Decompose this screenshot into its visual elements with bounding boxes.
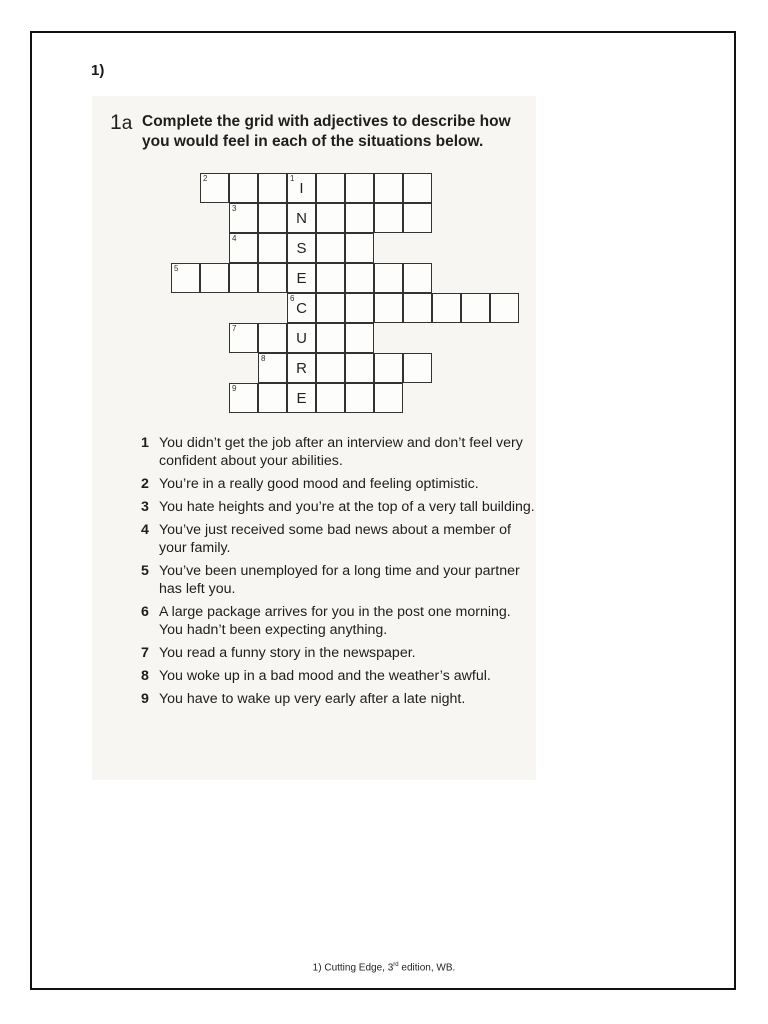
crossword-letter: N	[296, 210, 307, 227]
crossword-cell	[345, 353, 374, 383]
crossword-cell	[403, 293, 432, 323]
clue-number: 3	[141, 499, 149, 515]
crossword-cell	[345, 383, 374, 413]
crossword-cell	[374, 383, 403, 413]
source-footnote	[0, 962, 768, 973]
exercise-instructions: Complete the grid with adjectives to describe how you would feel in each of the situations below.	[142, 113, 511, 150]
clue-text: You’ve just received some bad news about a member of your family.	[159, 522, 511, 556]
footnote-suffix: edition, WB.	[398, 962, 456, 974]
crossword-cell	[316, 203, 345, 233]
clue-text: You read a funny story in the newspaper.	[159, 645, 416, 661]
crossword-cell	[258, 263, 287, 293]
crossword-cell	[374, 203, 403, 233]
crossword-letter: R	[296, 360, 307, 377]
crossword-cell	[171, 263, 200, 293]
crossword-cell	[345, 173, 374, 203]
clue-number: 8	[141, 668, 149, 684]
clue-item	[141, 603, 536, 639]
clue-text: You didn’t get the job after an interview and don’t feel very confident about your abilities.	[159, 435, 523, 469]
crossword-key-cell	[287, 383, 316, 413]
crossword-key-cell	[287, 263, 316, 293]
crossword-cell	[403, 353, 432, 383]
crossword-cell	[403, 173, 432, 203]
crossword-cell	[403, 203, 432, 233]
clue-item	[141, 475, 536, 493]
crossword-cell	[316, 383, 345, 413]
crossword-cell	[374, 173, 403, 203]
clue-text: You have to wake up very early after a late night.	[159, 691, 466, 707]
crossword-key-cell	[287, 293, 316, 323]
clue-item	[141, 434, 536, 470]
crossword-cell	[345, 233, 374, 263]
crossword-cell	[229, 173, 258, 203]
crossword-letter: C	[296, 300, 307, 317]
footnote-prefix: 1) Cutting Edge, 3	[312, 962, 394, 974]
exercise-letter: a	[121, 113, 133, 134]
crossword-cell	[374, 263, 403, 293]
crossword-cell	[200, 173, 229, 203]
crossword-cell	[432, 293, 461, 323]
crossword-cell	[258, 203, 287, 233]
crossword-cell	[258, 323, 287, 353]
crossword-key-cell	[287, 173, 316, 203]
crossword-letter: E	[296, 270, 307, 287]
crossword-cell	[316, 293, 345, 323]
crossword-cell-number: 4	[232, 234, 237, 243]
crossword-cell-number: 9	[232, 384, 237, 393]
crossword-cell	[229, 323, 258, 353]
crossword-cell	[345, 263, 374, 293]
crossword-cell	[374, 293, 403, 323]
crossword-cell-number: 5	[174, 264, 179, 273]
crossword-cell	[229, 263, 258, 293]
crossword-cell	[403, 263, 432, 293]
crossword-letter: E	[296, 390, 307, 407]
crossword-cell-number: 1	[290, 174, 295, 183]
clue-number: 1	[141, 435, 149, 451]
crossword-cell	[316, 263, 345, 293]
crossword-cell	[461, 293, 490, 323]
clue-text: You’ve been unemployed for a long time and your partner has left you.	[159, 563, 520, 597]
crossword-cell	[345, 323, 374, 353]
clue-text: You woke up in a bad mood and the weather’s awful.	[159, 668, 491, 684]
clue-item	[141, 667, 536, 685]
crossword-cell-number: 2	[203, 174, 208, 183]
clue-item	[141, 644, 536, 662]
crossword-cell	[345, 203, 374, 233]
clue-number: 7	[141, 645, 149, 661]
clue-item	[141, 690, 536, 708]
crossword-cell	[258, 233, 287, 263]
clue-item	[141, 498, 536, 516]
crossword-cell	[258, 173, 287, 203]
crossword-cell	[229, 203, 258, 233]
clue-text: You hate heights and you’re at the top of a very tall building.	[159, 499, 535, 515]
crossword-cell	[374, 353, 403, 383]
crossword-cell-number: 6	[290, 294, 295, 303]
crossword-cell-number: 7	[232, 324, 237, 333]
crossword-cell	[316, 173, 345, 203]
clue-item	[141, 562, 536, 598]
clue-text: You’re in a really good mood and feeling optimistic.	[159, 476, 479, 492]
clue-number: 9	[141, 691, 149, 707]
crossword-cell	[200, 263, 229, 293]
crossword-cell	[316, 323, 345, 353]
crossword-key-cell	[287, 233, 316, 263]
crossword-letter: I	[299, 180, 304, 197]
crossword-letter: S	[296, 240, 307, 257]
crossword-cell	[229, 383, 258, 413]
crossword-cell	[316, 353, 345, 383]
clue-list	[141, 434, 536, 713]
crossword-cell	[229, 233, 258, 263]
clue-number: 2	[141, 476, 149, 492]
crossword-cell	[490, 293, 519, 323]
clue-item	[141, 521, 536, 557]
crossword-cell	[316, 233, 345, 263]
crossword-key-cell	[287, 353, 316, 383]
crossword-key-cell	[287, 203, 316, 233]
clue-number: 6	[141, 604, 149, 620]
exercise-number-digit: 1	[110, 111, 122, 134]
crossword-cell-number: 3	[232, 204, 237, 213]
crossword-cell-number: 8	[261, 354, 266, 363]
exercise-number	[110, 111, 132, 135]
crossword-cell	[258, 353, 287, 383]
clue-text: A large package arrives for you in the post one morning. You hadn’t been expecting anything.	[159, 604, 511, 638]
footnote-superscript: rd	[393, 962, 399, 968]
clue-number: 5	[141, 563, 149, 579]
crossword-key-cell	[287, 323, 316, 353]
crossword-cell	[345, 293, 374, 323]
clue-number: 4	[141, 522, 149, 538]
section-number: 1)	[91, 62, 105, 79]
crossword-cell	[258, 383, 287, 413]
crossword-letter: U	[296, 330, 307, 347]
